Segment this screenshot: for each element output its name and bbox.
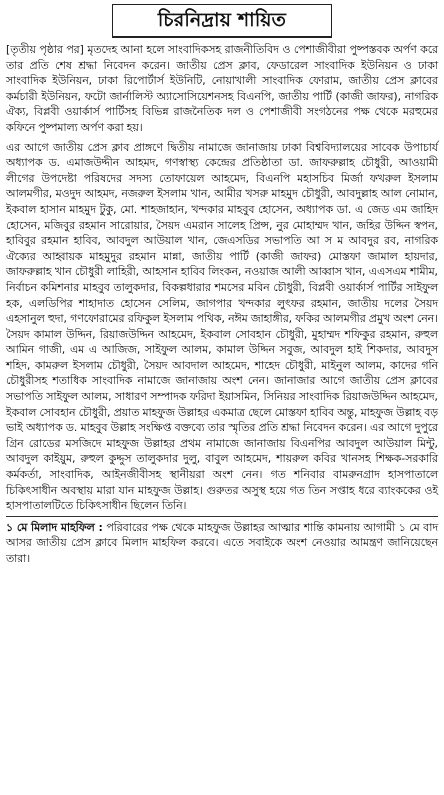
section-divider: [6, 516, 438, 517]
milad-heading: ১ মে মিলাদ মাহফিল :: [6, 520, 103, 534]
headline: চিরনিদ্রায় শায়িত: [157, 9, 287, 31]
article-body: [6, 42, 438, 567]
headline-box: [112, 4, 332, 38]
article-paragraph-1: [তৃতীয় পৃষ্ঠার পর] মৃতদেহ আনা হলে সাংবাদিকসহ রাজনীতিবিদ ও পেশাজীবীরা পুষ্পস্তবক অর্পণ করে তার প্রতি শেষ শ্রদ্ধা নিবেদন করেন। জাতীয় প্রেস ক্লাব, ফেডারেল সাংবাদিক ইউনিয়ন ও ঢাকা সাংবাদিক ইউনিয়ন, ঢাকা রিপোর্টার্স ইউনিটি, নোয়াখালী সাংবাদিক ফোরাম, জাতীয় প্রেস ক্লাবের কর্মচারী ইউনিয়ন, ফটো জার্নালিস্ট অ্যাসোসিয়েশনসহ বিএনপি, জাতীয় পার্টি (কাজী জাফর), নাগরিক ঐক্য, বিপ্লবী ওয়ার্কার্স পার্টিসহ বিভিন্ন রাজনৈতিক দল ও পেশাজীবী সংগঠনের পক্ষ থেকে মরহুমের কফিনে পুষ্পমাল্য অর্পণ করা হয়।: [6, 43, 438, 134]
article-paragraph-2: এর আগে জাতীয় প্রেস ক্লাব প্রাঙ্গণে দ্বিতীয় নামাজে জানাজায় ঢাকা বিশ্ববিদ্যালয়ের সাবেক উপাচার্য অধ্যাপক ড. এমাজউদ্দীন আহমদ, গণস্বাস্থ্য কেন্দ্রের প্রতিষ্ঠাতা ডা. জাফরুল্লাহ চৌধুরী, আওয়ামী লীগের উপদেষ্টা পরিষদের সদস্য তোফায়েল আহমেদ, বিএনপি মহাসচিব মির্জা ফখরুল ইসলাম আলমগীর, মওদুদ আহমদ, নজরুল ইসলাম খান, আমীর খসরু মাহমুদ চৌধুরী, আবদুল্লাহ আল নোমান, ইকবাল হাসান মাহমুদ টুকু, মো. শাহজাহান, খন্দকার মাহবুব হোসেন, অধ্যাপক ডা. এ জেড এম জাহিদ হোসেন, মজিবুর রহমান সারোয়ার, সৈয়দ এমরান সালেহ প্রিন্স, নুর মোহাম্মদ খান, জহির উদ্দিন স্বপন, হাবিবুর রহমান হাবিব, আবদুল আউয়াল খান, জেএসডির সভাপতি আ স ম আবদুর রব, নাগরিক ঐক্যের আহ্বায়ক মাহমুদুর রহমান মান্না, জাতীয় পার্টি (কাজী জাফর) মোস্তফা জামাল হায়দার, জাফরুল্লাহ খান চৌধুরী লাহিরী, আহসান হাবিব লিংকন, নওয়াজ আলী আব্বাস খান, এএসএম শামীম, নির্বাচন কমিশনার মাহবুব তালুকদার, বিকল্পধারার শমসের মবিন চৌধুরী, বিপ্লবী ওয়ার্কার্স পার্টির সাইফুল হক, এলডিপির শাহাদাত হোসেন সেলিম, জাগপার খন্দকার লুৎফর রহমান, জাতীয় দলের সৈয়দ এহসানুল হুদা, গণফোরামের রফিকুল ইসলাম পথিক, নঈম জাহাঙ্গীর, ফকির আলমগীর প্রমুখ অংশ নেন। সৈয়দ কামাল উদ্দিন, রিয়াজউদ্দিন আহমেদ, ইকবাল সোবহান চৌধুরী, মুহাম্মদ শফিকুর রহমান, রুহুল আমিন গাজী, এম এ আজিজ, সাইফুল আলম, কামাল উদ্দিন সবুজ, আবদুল হাই শিকদার, আবদুস শহিদ, কামরুল ইসলাম চৌধুরী, সৈয়দ আবদাল আহমেদ, শাহেদ চৌধুরী, মাইনুল আলম, কাদের গনি চৌধুরীসহ শতাধিক সাংবাদিক নামাজে জানাজায় অংশ নেন। জানাজার আগে জাতীয় প্রেস ক্লাবের সভাপতি সাইফুল আলম, সাধারণ সম্পাদক ফরিদা ইয়াসমিন, সিনিয়র সাংবাদিক রিয়াজউদ্দিন আহমেদ, ইকবাল সোবহান চৌধুরী, প্রয়াত মাহফুজ উল্লাহর একমাত্র ছেলে মোস্তফা হাবিব অন্তু, মাহফুজ উল্লাহ বড় ভাই অধ্যাপক ড. মাহবুব উল্লাহ সংক্ষিপ্ত বক্তব্যে তার স্মৃতির প্রতি শ্রদ্ধা নিবেদন করেন। এর আগে দুপুরে গ্রিন রোডের মসজিদে মাহফুজ উল্লাহর প্রথম নামাজে জানাজায় বিএনপির আবদুল আউয়াল মিন্টু, আবদুল কাইয়ুম, রুহুল কুদ্দুস তালুকদার দুলু, বাবুল আহমেদ, শায়রুল কবির খানসহ শিক্ষক-সরকারি কর্মকর্তা, সাংবাদিক, আইনজীবীসহ স্থানীয়রা অংশ নেন। গত শনিবার বামরুনগ্রাদ হাসপাতালে চিকিৎসাধীন অবস্থায় মারা যান মাহফুজ উল্লাহ। গুরুতর অসুস্থ হয়ে গত তিন সপ্তাহ ধরে ব্যাংককের ওই হাসপাতালটিতে চিকিৎসাধীন ছিলেন তিনি।: [6, 140, 438, 513]
milad-paragraph: [6, 520, 438, 567]
milad-text: পরিবারের পক্ষ থেকে মাহফুজ উল্লাহর আত্মার শান্তি কামনায় আগামী ১ মে বাদ আসর জাতীয় প্রেস ক্লাবে মিলাদ মাহফিল করবে। এতে সবাইকে অংশ নেওয়ার আমন্ত্রণ জানিয়েছেন তারা।: [6, 520, 438, 565]
